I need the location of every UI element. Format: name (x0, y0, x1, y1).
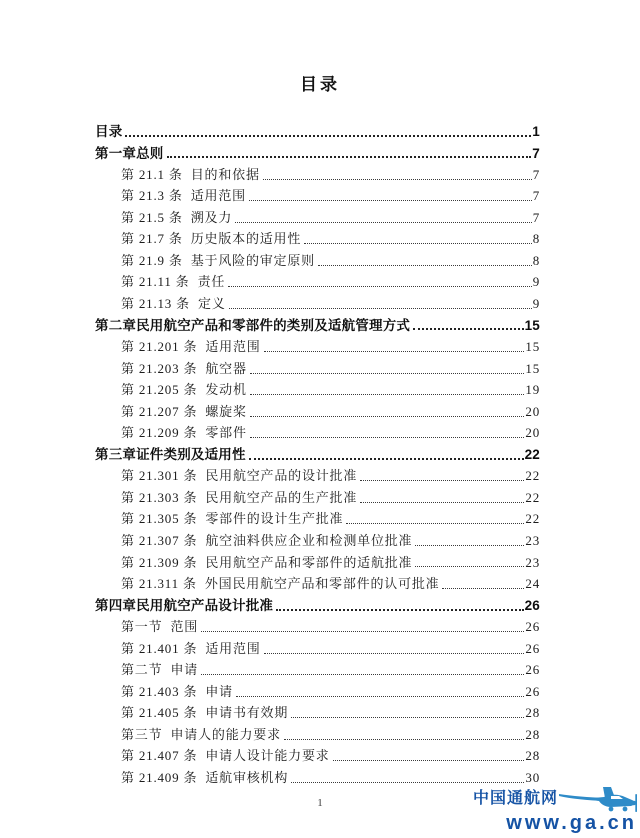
dotted-leader (250, 437, 525, 438)
toc-entry-label: 第一章总则 (95, 145, 164, 161)
toc-entry (95, 702, 540, 724)
toc-entry (95, 616, 540, 638)
toc-entry-page-number: 7 (532, 145, 540, 161)
toc-entry-label: 第 21.3 条 适用范围 (121, 188, 246, 204)
toc-entry (95, 335, 540, 357)
toc-entry-label: 第 21.301 条 民用航空产品的设计批准 (121, 468, 358, 484)
toc-entry-label: 第三章证件类别及适用性 (95, 447, 246, 463)
dotted-leader (167, 156, 532, 158)
toc-entry-page-number: 9 (532, 295, 540, 311)
toc-entry-page-number: 24 (525, 576, 540, 592)
toc-entry (95, 314, 540, 336)
toc-entry (95, 572, 540, 594)
toc-entry (95, 422, 540, 444)
toc-entry (95, 508, 540, 530)
toc-entry-label: 第 21.9 条 基于风险的审定原则 (121, 252, 315, 268)
dotted-leader (264, 351, 525, 352)
toc-entry-label: 第 21.311 条 外国民用航空产品和零部件的认可批准 (121, 576, 440, 592)
dotted-leader (250, 416, 525, 417)
toc-entry-page-number: 23 (525, 554, 540, 570)
dotted-leader (415, 566, 524, 567)
toc-entry-page-number: 15 (525, 339, 540, 355)
toc-entry (95, 120, 540, 142)
site-watermark-link[interactable] (473, 786, 637, 833)
toc-entry-label: 第 21.305 条 零部件的设计生产批准 (121, 511, 344, 527)
toc-entry-label: 目录 (95, 124, 123, 140)
toc-entry-label: 第 21.403 条 申请 (121, 683, 233, 699)
dotted-leader (360, 502, 524, 503)
toc-entry-page-number: 28 (525, 748, 540, 764)
toc-entry (95, 529, 540, 551)
toc-entry-page-number: 26 (525, 683, 540, 699)
toc-entry-label: 第 21.201 条 适用范围 (121, 339, 261, 355)
toc-entry-label: 第二章民用航空产品和零部件的类别及适航管理方式 (95, 317, 411, 333)
toc-entry-page-number: 26 (524, 598, 540, 614)
toc-entry-label: 第 21.11 条 责任 (121, 274, 226, 290)
toc-entry-page-number: 15 (524, 317, 540, 333)
dotted-leader (318, 265, 532, 266)
toc-entry-page-number: 20 (525, 403, 540, 419)
dotted-leader (250, 394, 525, 395)
dotted-leader (442, 588, 524, 589)
dotted-leader (333, 760, 525, 761)
toc-entry-page-number: 26 (525, 662, 540, 678)
toc-entry-label: 第 21.205 条 发动机 (121, 382, 247, 398)
toc-entry (95, 443, 540, 465)
toc-entry (95, 745, 540, 767)
dotted-leader (201, 631, 524, 632)
toc-entry (95, 465, 540, 487)
toc-entry (95, 723, 540, 745)
dotted-leader (236, 696, 524, 697)
toc-entry-page-number: 9 (532, 274, 540, 290)
dotted-leader (263, 179, 532, 180)
toc-entry-label: 第 21.7 条 历史版本的适用性 (121, 231, 302, 247)
toc-entry (95, 486, 540, 508)
toc-entry-label: 第 21.1 条 目的和依据 (121, 166, 260, 182)
toc-entry (95, 185, 540, 207)
toc-entry-label: 第四章民用航空产品设计批准 (95, 598, 274, 614)
toc-entry-label: 第 21.203 条 航空器 (121, 360, 247, 376)
toc-entry-label: 第二节 申请 (121, 662, 199, 678)
toc-entry (95, 637, 540, 659)
toc-entry (95, 680, 540, 702)
toc-entry-page-number: 8 (532, 252, 540, 268)
toc-entry-label: 第 21.309 条 民用航空产品和零部件的适航批准 (121, 554, 413, 570)
dotted-leader (235, 222, 532, 223)
toc-entry-label: 第 21.407 条 申请人设计能力要求 (121, 748, 330, 764)
toc-entry (95, 357, 540, 379)
dotted-leader (346, 523, 524, 524)
toc-entry-label: 第 21.405 条 申请书有效期 (121, 705, 289, 721)
toc-entry (95, 228, 540, 250)
toc-entry-page-number: 28 (525, 705, 540, 721)
toc-entry-page-number: 7 (532, 166, 540, 182)
dotted-leader (413, 328, 523, 330)
toc-entry-label: 第 21.401 条 适用范围 (121, 640, 261, 656)
dotted-leader (201, 674, 524, 675)
toc-entry (95, 292, 540, 314)
toc-entry (95, 379, 540, 401)
dotted-leader (125, 135, 531, 137)
toc-entry-label: 第 21.13 条 定义 (121, 295, 226, 311)
dotted-leader (415, 545, 524, 546)
toc-entry-label: 第 21.209 条 零部件 (121, 425, 247, 441)
dotted-leader (249, 200, 532, 201)
toc-entry-page-number: 22 (525, 468, 540, 484)
toc-entry (95, 551, 540, 573)
toc-entry-page-number: 20 (525, 425, 540, 441)
table-of-contents (95, 120, 540, 788)
dotted-leader (291, 717, 524, 718)
site-watermark-top (473, 786, 637, 812)
toc-entry-page-number: 22 (525, 511, 540, 527)
toc-entry-label: 第 21.207 条 螺旋桨 (121, 403, 247, 419)
toc-entry (95, 249, 540, 271)
dotted-leader (264, 653, 525, 654)
site-name: 中国通航网 (472, 790, 558, 807)
toc-entry-label: 第 21.307 条 航空油料供应企业和检测单位批准 (121, 533, 413, 548)
toc-entry-label: 第一节 范围 (121, 619, 199, 635)
page-number: 1 (317, 797, 323, 809)
site-url: www.ga.cn (506, 812, 637, 834)
toc-entry (95, 206, 540, 228)
toc-entry-page-number: 22 (524, 447, 540, 463)
page-title: 目录 (300, 75, 340, 94)
toc-entry-page-number: 26 (525, 640, 540, 656)
toc-entry-page-number: 1 (532, 124, 540, 140)
toc-entry (95, 142, 540, 164)
toc-entry (95, 271, 540, 293)
toc-entry-page-number: 28 (525, 726, 540, 742)
toc-entry-page-number: 30 (525, 770, 540, 786)
toc-entry (95, 594, 540, 616)
toc-entry-page-number: 7 (532, 209, 540, 225)
dotted-leader (228, 286, 532, 287)
toc-entry-label: 第 21.5 条 溯及力 (121, 209, 233, 225)
dotted-leader (360, 480, 524, 481)
toc-entry (95, 400, 540, 422)
dotted-leader (304, 243, 532, 244)
toc-entry-page-number: 15 (525, 360, 540, 376)
dotted-leader (249, 458, 524, 460)
toc-entry-page-number: 8 (532, 231, 540, 247)
toc-entry-page-number: 26 (525, 619, 540, 635)
toc-entry (95, 659, 540, 681)
toc-entry-label: 第三节 申请人的能力要求 (121, 726, 281, 742)
dotted-leader (250, 373, 525, 374)
toc-entry-page-number: 7 (532, 188, 540, 204)
airplane-icon (559, 786, 637, 812)
toc-entry (95, 163, 540, 185)
toc-entry-page-number: 22 (525, 489, 540, 505)
toc-entry-label: 第 21.303 条 民用航空产品的生产批准 (121, 489, 358, 505)
toc-entry (95, 766, 540, 788)
toc-entry-page-number: 19 (525, 382, 540, 398)
dotted-leader (284, 739, 524, 740)
toc-entry-label: 第 21.409 条 适航审核机构 (121, 770, 289, 786)
dotted-leader (276, 609, 523, 611)
dotted-leader (229, 308, 532, 309)
toc-entry-page-number: 23 (525, 533, 540, 548)
dotted-leader (291, 782, 524, 783)
